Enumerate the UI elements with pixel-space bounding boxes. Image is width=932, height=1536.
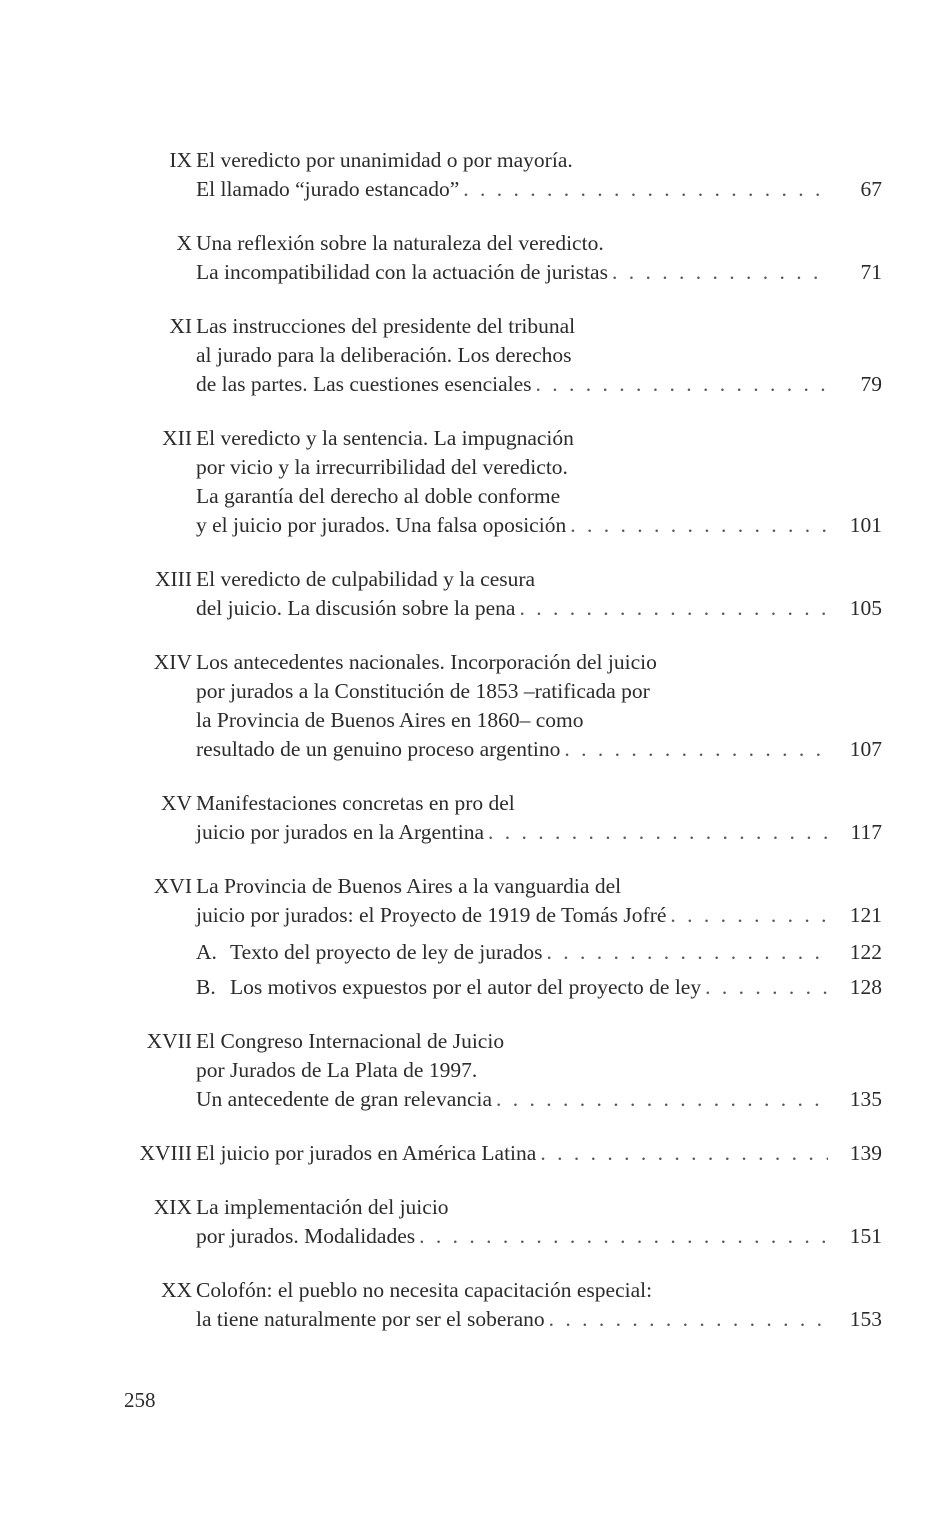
entry-title-line: por Jurados de La Plata de 1997.	[196, 1058, 478, 1082]
sub-entry-text	[196, 973, 701, 1002]
entry-body	[196, 312, 882, 399]
chapter-number: XII	[162, 426, 192, 450]
chapter-number: X	[176, 231, 192, 255]
entry-title-line: El veredicto y la sentencia. La impugnación	[196, 426, 574, 450]
toc-entry	[110, 312, 882, 399]
entry-title-line: Los antecedentes nacionales. Incorporación del juicio	[196, 650, 657, 674]
entry-last-line	[196, 1139, 882, 1168]
entry-title-line: la Provincia de Buenos Aires en 1860– como	[196, 708, 584, 732]
entry-title-line: juicio por jurados en la Argentina	[196, 820, 484, 844]
page-reference: 153	[849, 1307, 882, 1331]
entry-title-line: La implementación del juicio	[196, 1195, 449, 1219]
entry-title-line: la tiene naturalmente por ser el soberano	[196, 1307, 545, 1331]
dot-leader	[488, 818, 828, 847]
page-reference: 107	[849, 737, 882, 761]
entry-title-line: La Provincia de Buenos Aires a la vanguardia del	[196, 874, 622, 898]
entry-title-line: El llamado “jurado estancado”	[196, 177, 460, 201]
page-number: 258	[124, 1388, 156, 1412]
entry-title-line: y el juicio por jurados. Una falsa oposición	[196, 513, 567, 537]
entry-last-line	[196, 735, 882, 764]
entry-last-line	[196, 258, 882, 287]
entry-body	[196, 1139, 882, 1168]
toc-entry	[110, 648, 882, 764]
entry-body	[196, 1193, 882, 1251]
sub-entries	[196, 938, 882, 1002]
dot-leader	[519, 594, 828, 623]
entry-title-line: Las instrucciones del presidente del tribunal	[196, 314, 576, 338]
chapter-number: XV	[160, 791, 192, 815]
toc-entry	[110, 229, 882, 287]
entry-title-line: Un antecedente de gran relevancia	[196, 1087, 493, 1111]
table-of-contents	[110, 146, 882, 1359]
entry-title-line: La garantía del derecho al doble conforme	[196, 484, 561, 508]
page-reference: 101	[849, 513, 882, 537]
entry-title-line: de las partes. Las cuestiones esenciales	[196, 372, 532, 396]
toc-entry	[110, 789, 882, 847]
entry-body	[196, 648, 882, 764]
entry-last-line	[196, 1222, 882, 1251]
entry-body	[196, 146, 882, 204]
entry-body	[196, 872, 882, 1002]
toc-entry	[110, 1139, 882, 1168]
page-reference: 135	[849, 1087, 882, 1111]
entry-title-line: Manifestaciones concretas en pro del	[196, 791, 515, 815]
dot-leader	[670, 901, 828, 930]
toc-entry	[110, 1276, 882, 1334]
page-reference: 105	[849, 596, 882, 620]
entry-last-line	[196, 901, 882, 930]
page-reference: 122	[849, 940, 882, 964]
sub-entry-title: Texto del proyecto de ley de jurados	[230, 940, 543, 964]
toc-entry	[110, 424, 882, 540]
dot-leader	[549, 1305, 828, 1334]
entry-title-line: por jurados. Modalidades	[196, 1224, 416, 1248]
entry-title-line: El juicio por jurados en América Latina	[196, 1141, 537, 1165]
entry-last-line	[196, 511, 882, 540]
dot-leader	[547, 938, 828, 967]
sub-entry	[196, 973, 882, 1002]
entry-last-line	[196, 818, 882, 847]
page-reference: 67	[860, 177, 882, 201]
dot-leader	[612, 258, 828, 287]
entry-title-line: resultado de un genuino proceso argentino	[196, 737, 561, 761]
toc-entry	[110, 1027, 882, 1114]
entry-title-line: al jurado para la deliberación. Los derechos	[196, 343, 572, 367]
sub-entry-text	[196, 938, 543, 967]
chapter-number: XIX	[153, 1195, 192, 1219]
entry-body	[196, 229, 882, 287]
entry-last-line	[196, 1085, 882, 1114]
chapter-number: XVII	[146, 1029, 192, 1053]
sub-entry	[196, 938, 882, 967]
entry-title-line: La incompatibilidad con la actuación de juristas	[196, 260, 608, 284]
page-reference: 71	[860, 260, 882, 284]
entry-body	[196, 1027, 882, 1114]
dot-leader	[705, 973, 828, 1002]
entry-body	[196, 424, 882, 540]
chapter-number: IX	[169, 148, 192, 172]
entry-body	[196, 565, 882, 623]
toc-entry	[110, 146, 882, 204]
chapter-number: XVIII	[139, 1141, 192, 1165]
sub-entry-letter: A.	[196, 940, 217, 964]
entry-last-line	[196, 594, 882, 623]
toc-entry	[110, 1193, 882, 1251]
page-reference: 121	[849, 903, 882, 927]
entry-body	[196, 1276, 882, 1334]
entry-last-line	[196, 370, 882, 399]
entry-title-line: El veredicto por unanimidad o por mayoría.	[196, 148, 573, 172]
chapter-number: XIII	[154, 567, 192, 591]
toc-entry	[110, 872, 882, 1002]
entry-title-line: por vicio y la irrecurribilidad del veredicto.	[196, 455, 568, 479]
dot-leader	[496, 1085, 828, 1114]
entry-title-line: Colofón: el pueblo no necesita capacitación especial:	[196, 1278, 653, 1302]
dot-leader	[540, 1139, 828, 1168]
dot-leader	[419, 1222, 828, 1251]
sub-entry-letter: B.	[196, 975, 216, 999]
entry-title-line: del juicio. La discusión sobre la pena	[196, 596, 516, 620]
chapter-number: XIV	[153, 650, 192, 674]
page-reference: 128	[849, 975, 882, 999]
entry-last-line	[196, 175, 882, 204]
page-reference: 139	[849, 1141, 882, 1165]
dot-leader	[463, 175, 828, 204]
page-reference: 79	[860, 372, 882, 396]
entry-title-line: El veredicto de culpabilidad y la cesura	[196, 567, 536, 591]
entry-last-line	[196, 1305, 882, 1334]
page-reference: 117	[850, 820, 882, 844]
page-reference: 151	[849, 1224, 882, 1248]
entry-body	[196, 789, 882, 847]
chapter-number: XX	[160, 1278, 192, 1302]
entry-title-line: por jurados a la Constitución de 1853 –ratificada por	[196, 679, 650, 703]
dot-leader	[570, 511, 828, 540]
chapter-number: XVI	[153, 874, 192, 898]
dot-leader	[564, 735, 828, 764]
entry-title-line: juicio por jurados: el Proyecto de 1919 de Tomás Jofré	[196, 903, 667, 927]
dot-leader	[536, 370, 828, 399]
sub-entry-title: Los motivos expuestos por el autor del proyecto de ley	[230, 975, 702, 999]
toc-entry	[110, 565, 882, 623]
entry-title-line: El Congreso Internacional de Juicio	[196, 1029, 505, 1053]
entry-title-line: Una reflexión sobre la naturaleza del veredicto.	[196, 231, 604, 255]
chapter-number: XI	[169, 314, 192, 338]
